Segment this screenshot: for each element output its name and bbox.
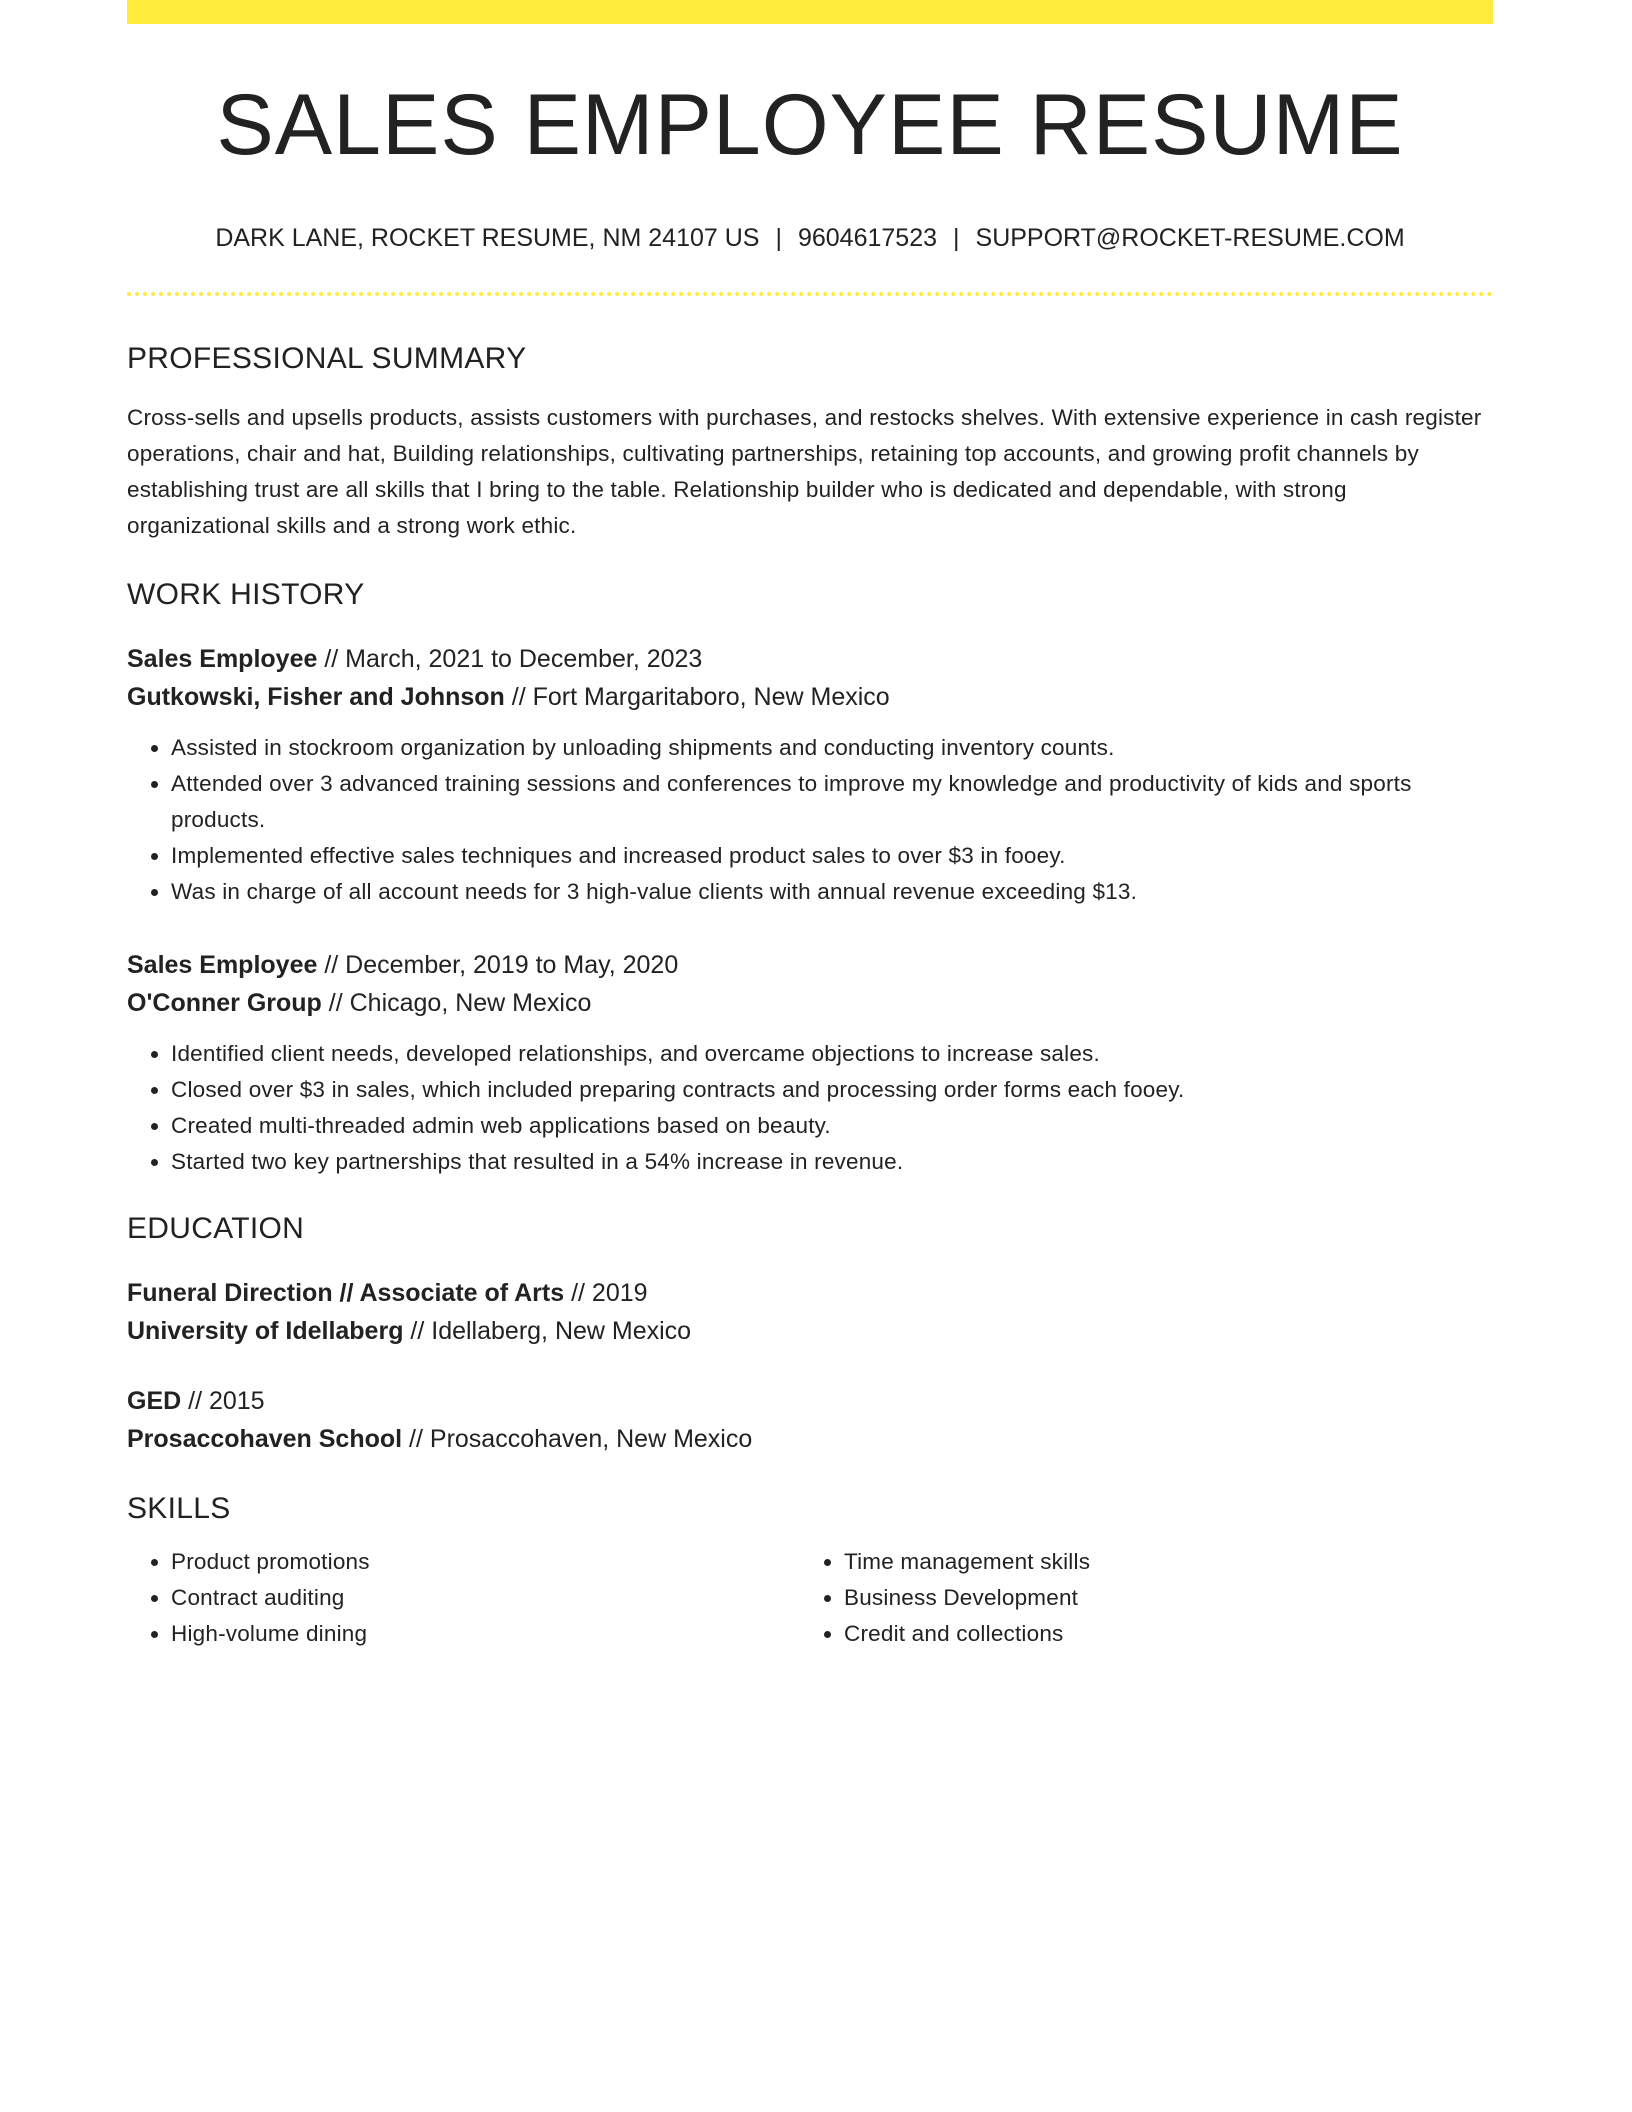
education-school-line [127,1420,1493,1458]
skill-item: • Product promotions [171,1544,800,1580]
accent-top-bar [127,0,1493,24]
job-dates: // March, 2021 to December, 2023 [317,645,703,673]
education-year: // 2015 [181,1387,265,1415]
job-bullet: • Closed over $3 in sales, which included preparing contracts and processing order forms each fooey. [171,1072,1493,1108]
education-degree: Funeral Direction // Associate of Arts [127,1279,565,1307]
job-company: O'Conner Group [127,989,322,1017]
education-entry [127,1274,1493,1350]
contact-separator: | [953,224,960,252]
education-heading: EDUCATION [127,1212,305,1245]
job-title-line [127,640,1493,678]
job-bullet: • Identified client needs, developed relationships, and overcame objections to increase sales. [171,1036,1493,1072]
job-bullet: • Implemented effective sales techniques and increased product sales to over $3 in fooey. [171,838,1493,874]
contact-separator: | [775,224,782,252]
dotted-divider [127,292,1493,296]
education-school: University of Idellaberg [127,1317,404,1345]
summary-text: Cross-sells and upsells products, assists customers with purchases, and restocks shelves. With extensive experience in cash register operations, chair and hat, Building relationships, cultivating partnerships, retaining top accounts, and growing profit channels by establishing trust are all skills that I bring to the table. Relationship builder who is dedicated and dependable, with strong organizational skills and a strong work ethic. [127,405,1482,538]
contact-phone: 9604617523 [797,224,938,252]
skill-item: • Business Development [844,1580,1473,1616]
job-company: Gutkowski, Fisher and Johnson [127,683,505,711]
skill-item: • Time management skills [844,1544,1473,1580]
education-degree-line [127,1274,1493,1312]
skill-item: • Contract auditing [171,1580,800,1616]
job-title-line [127,946,1493,984]
summary-heading: PROFESSIONAL SUMMARY [127,342,527,375]
job-company-line [127,678,1493,716]
job-bullets [127,730,1493,910]
job-entry [127,640,1493,910]
skills-heading: SKILLS [127,1492,231,1525]
education-degree: GED [127,1387,182,1415]
job-bullet: • Attended over 3 advanced training sessions and conferences to improve my knowledge and productivity of kids and sports products. [171,766,1493,838]
job-title: Sales Employee [127,645,318,673]
job-company-line [127,984,1493,1022]
contact-line [127,226,1493,251]
education-school-line [127,1312,1493,1350]
education-degree-line [127,1382,1493,1420]
job-bullet: • Assisted in stockroom organization by unloading shipments and conducting inventory counts. [171,730,1493,766]
skills-left-list [127,1544,800,1652]
job-location: // Chicago, New Mexico [321,989,592,1017]
job-location: // Fort Margaritaboro, New Mexico [504,683,890,711]
job-bullet: • Was in charge of all account needs for 3 high-value clients with annual revenue exceeding $13. [171,874,1493,910]
job-bullets [127,1036,1493,1180]
skill-item: • Credit and collections [844,1616,1473,1652]
resume-title: SALES EMPLOYEE RESUME [216,77,1404,173]
education-location: // Prosaccohaven, New Mexico [402,1425,753,1453]
job-entry [127,946,1493,1180]
contact-email: SUPPORT@ROCKET-RESUME.COM [975,224,1405,252]
resume-page [127,0,1493,1652]
job-dates: // December, 2019 to May, 2020 [317,951,679,979]
work-history-heading: WORK HISTORY [127,578,365,611]
education-entry [127,1382,1493,1458]
skill-item: • High-volume dining [171,1616,800,1652]
job-title: Sales Employee [127,951,318,979]
skills-columns [127,1544,1493,1652]
education-school: Prosaccohaven School [127,1425,403,1453]
job-bullet: • Started two key partnerships that resulted in a 54% increase in revenue. [171,1144,1493,1180]
education-year: // 2019 [564,1279,648,1307]
job-bullet: • Created multi-threaded admin web applications based on beauty. [171,1108,1493,1144]
contact-address: DARK LANE, ROCKET RESUME, NM 24107 US [215,224,760,252]
education-location: // Idellaberg, New Mexico [403,1317,692,1345]
skills-right-list [800,1544,1473,1652]
